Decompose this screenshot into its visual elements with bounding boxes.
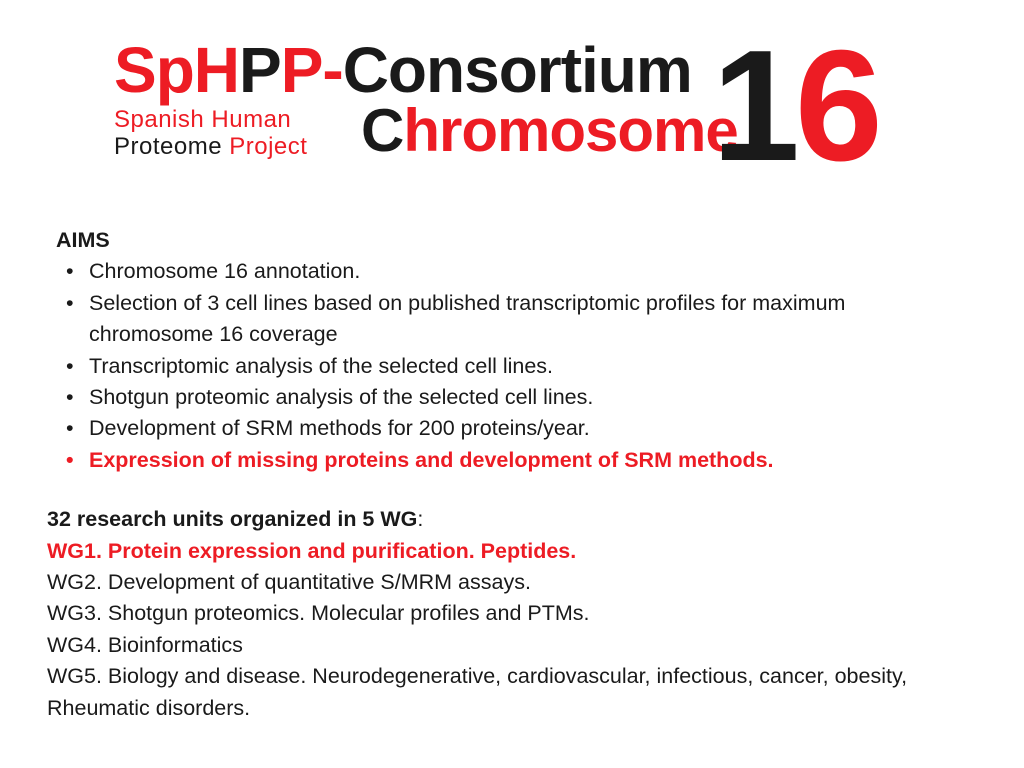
list-item (0, 382, 1024, 413)
logo-segment: 6 (794, 18, 878, 194)
logo-subtitle (114, 106, 307, 160)
aims-list (0, 256, 1024, 476)
bullet-text: chromosome 16 coverage (89, 322, 338, 347)
logo-segment: P- (280, 34, 343, 106)
research-intro-colon: : (417, 507, 424, 532)
logo-segment: 1 (712, 18, 795, 194)
logo-segment: P (239, 34, 281, 106)
bullet-text: • Shotgun proteomic analysis of the selected cell lines. (89, 385, 594, 410)
research-section (47, 504, 1014, 724)
bullet-text: • Selection of 3 cell lines based on published transcriptomic profiles for maximum (89, 290, 846, 315)
research-intro-text: 32 research units organized in 5 WG (47, 507, 418, 532)
logo-segment: Proteome (114, 133, 230, 160)
working-group-item: WG2. Development of quantitative S/MRM assays. (47, 570, 531, 595)
logo-subtitle-line2 (114, 133, 307, 160)
list-item (0, 413, 1024, 444)
slide-body (0, 225, 1024, 724)
logo-segment: hromosome (403, 97, 738, 164)
logo-title-line1 (114, 34, 692, 106)
bullet-text: • Development of SRM methods for 200 proteins/year. (89, 416, 590, 441)
working-group-line: WG5. Biology and disease. Neurodegenerative, cardiovascular, infectious, cancer, obesity, (47, 664, 908, 689)
list-item (0, 351, 1024, 382)
logo-title-line2 (361, 97, 738, 164)
list-item (0, 256, 1024, 287)
logo-segment: Consortium (342, 34, 692, 106)
list-item-emphasis (0, 445, 1024, 476)
list-item (0, 288, 1024, 351)
logo-segment: C (361, 97, 404, 164)
working-group-line: Rheumatic disorders. (47, 695, 251, 720)
aims-heading: AIMS (56, 228, 110, 252)
working-group-item: WG1. Protein expression and purification. Peptides. (47, 538, 577, 563)
logo-segment: Project (229, 133, 308, 160)
logo-segment: Spanish Human (114, 106, 292, 133)
bullet-text: • Transcriptomic analysis of the selected cell lines. (89, 353, 554, 378)
working-group-item: WG3. Shotgun proteomics. Molecular profiles and PTMs. (47, 601, 590, 626)
working-group-item (47, 661, 1014, 724)
chromosome-number (712, 18, 878, 194)
working-group-item: WG4. Bioinformatics (47, 632, 243, 657)
research-intro (47, 504, 1014, 535)
bullet-text: • Chromosome 16 annotation. (89, 259, 361, 284)
bullet-text: • Expression of missing proteins and development of SRM methods. (89, 447, 774, 472)
logo-subtitle-line1 (114, 106, 307, 133)
logo-segment: SpH (114, 34, 239, 106)
